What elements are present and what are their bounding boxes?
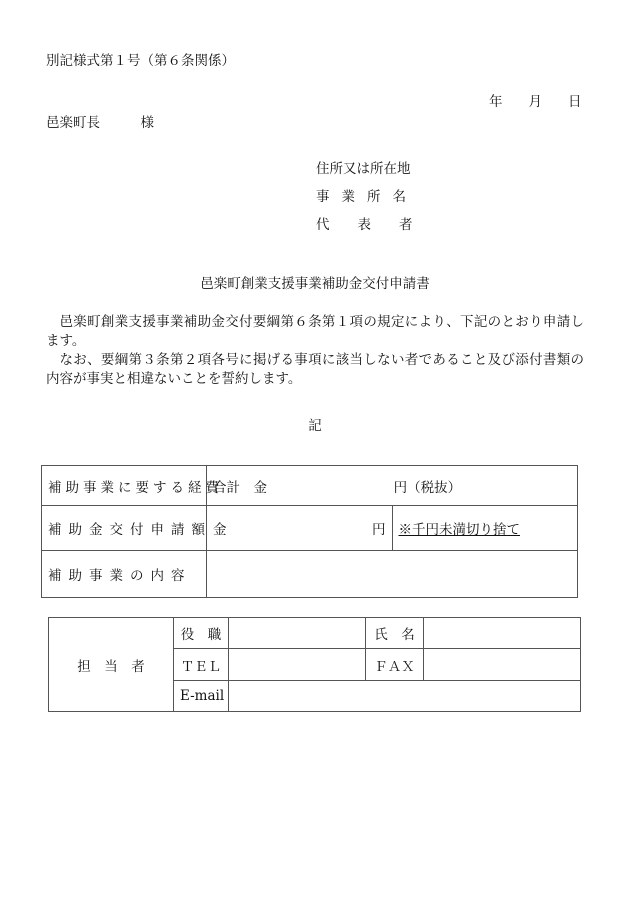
rounding-note: ※千円未満切り捨て bbox=[398, 522, 520, 538]
request-amount-label: 補助金交付申請額 bbox=[42, 506, 207, 551]
body-paragraph-1: 邑楽町創業支援事業補助金交付要綱第６条第１項の規定により、下記のとおり申請します。 bbox=[46, 314, 584, 349]
contact-table bbox=[48, 617, 581, 712]
fax-field[interactable] bbox=[424, 649, 581, 681]
date-month: 月 bbox=[528, 94, 542, 110]
email-label: E-mail bbox=[174, 681, 229, 712]
date-day: 日 bbox=[568, 94, 582, 110]
contact-person-label: 担 当 者 bbox=[49, 618, 174, 712]
name-field[interactable] bbox=[424, 618, 581, 649]
expense-yen-label: 円（税抜） bbox=[393, 479, 462, 496]
position-field[interactable] bbox=[229, 618, 366, 649]
expense-total-label: 合計 金 bbox=[213, 479, 267, 496]
date-year: 年 bbox=[489, 94, 503, 110]
expense-row bbox=[42, 466, 578, 506]
expense-label: 補助事業に要する経費 bbox=[42, 466, 207, 506]
content-label: 補助事業の内容 bbox=[42, 551, 207, 598]
contact-row-position bbox=[49, 618, 581, 649]
subsidy-table bbox=[41, 465, 578, 598]
body-paragraph-2: なお、要綱第３条第２項各号に掲げる事項に該当しない者であること及び添付書類の内容が事実と相違ないことを誓約します。 bbox=[46, 352, 584, 387]
request-amount-row bbox=[42, 506, 578, 551]
request-kin-label: 金 bbox=[213, 522, 227, 538]
tel-label: ＴＥＬ bbox=[174, 649, 229, 681]
date-line bbox=[489, 90, 582, 110]
addressee: 邑楽町長 様 bbox=[46, 115, 154, 131]
form-number: 別記様式第１号（第６条関係） bbox=[46, 53, 235, 69]
address-label: 住所又は所在地 bbox=[316, 161, 411, 177]
ki-heading: 記 bbox=[308, 418, 322, 434]
request-yen-label: 円 bbox=[372, 522, 386, 538]
name-label: 氏 名 bbox=[366, 618, 424, 649]
request-amount-field[interactable] bbox=[207, 506, 393, 551]
rounding-note-cell bbox=[392, 506, 578, 551]
content-field[interactable] bbox=[207, 551, 578, 598]
position-label: 役 職 bbox=[174, 618, 229, 649]
content-row bbox=[42, 551, 578, 598]
tel-field[interactable] bbox=[229, 649, 366, 681]
body-text bbox=[46, 313, 584, 389]
fax-label: ＦＡＸ bbox=[366, 649, 424, 681]
document-title: 邑楽町創業支援事業補助金交付申請書 bbox=[200, 276, 430, 292]
expense-field[interactable] bbox=[207, 466, 578, 506]
email-field[interactable] bbox=[229, 681, 581, 712]
office-name-label: 事業所名 bbox=[316, 189, 418, 205]
representative-label: 代表者 bbox=[316, 217, 441, 233]
